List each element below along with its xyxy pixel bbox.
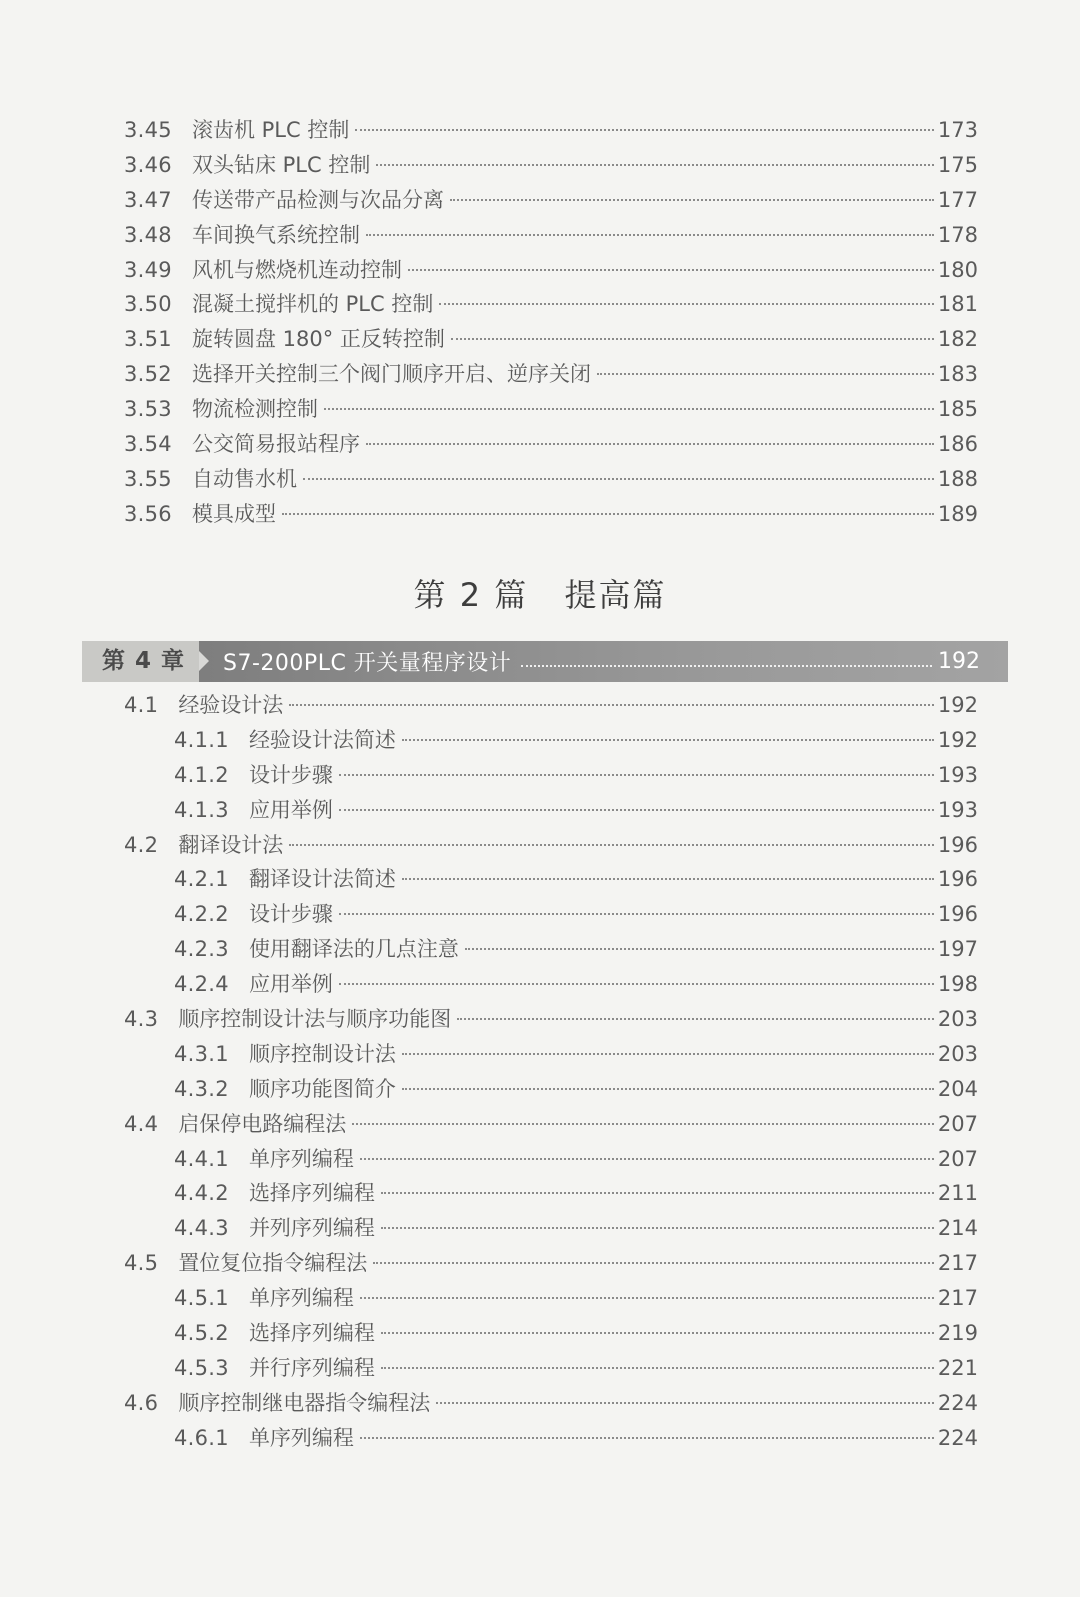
- toc-entry-page: 193: [937, 762, 978, 787]
- toc-entry-page: 197: [937, 937, 978, 962]
- toc-entry-number: 4.3.2: [174, 1076, 229, 1101]
- toc-leader-dots: [339, 809, 934, 811]
- toc-entry-page: 207: [937, 1111, 978, 1136]
- toc-entry-page: 224: [937, 1390, 978, 1415]
- toc-entry-number: 3.54: [124, 432, 172, 457]
- toc-leader-dots: [439, 303, 934, 305]
- toc-entry-title: 并行序列编程: [248, 1355, 375, 1380]
- toc-entry[interactable]: [124, 1037, 978, 1072]
- toc-entry-title: 旋转圆盘 180° 正反转控制: [191, 327, 445, 352]
- toc-entry[interactable]: [124, 497, 978, 532]
- toc-entry-number: 4.2.2: [174, 902, 229, 927]
- toc-entry-number: 3.49: [124, 257, 172, 282]
- toc-entry-title: 翻译设计法简述: [248, 867, 396, 892]
- toc-entry[interactable]: [124, 1072, 978, 1107]
- toc-entry-page: 196: [937, 832, 978, 857]
- toc-entry-page: 193: [937, 797, 978, 822]
- toc-entry-page: 219: [937, 1321, 978, 1346]
- toc-entry-title: 经验设计法简述: [248, 727, 396, 752]
- toc-entry-title: 滚齿机 PLC 控制: [191, 118, 350, 142]
- toc-entry-number: 4.4.2: [174, 1181, 229, 1206]
- chapter-header-bar[interactable]: [82, 641, 1008, 682]
- toc-entry-title: 选择开关控制三个阀门顺序开启、逆序关闭: [191, 362, 591, 387]
- toc-entry[interactable]: [124, 392, 978, 427]
- toc-leader-dots: [373, 1262, 934, 1264]
- toc-entry[interactable]: [124, 723, 978, 758]
- toc-entry-title: 使用翻译法的几点注意: [248, 937, 459, 962]
- toc-entry-number: 4.5.1: [174, 1286, 229, 1311]
- toc-entry-number: 4.5: [124, 1251, 159, 1276]
- toc-entry-number: 4.2: [124, 832, 159, 857]
- toc-entry[interactable]: [124, 183, 978, 218]
- toc-entry[interactable]: [124, 862, 978, 897]
- toc-entry[interactable]: [124, 1002, 978, 1037]
- part-title: 提高篇: [564, 576, 667, 614]
- toc-entry[interactable]: [124, 148, 978, 183]
- part1-toc-list: [124, 113, 978, 532]
- toc-leader-dots: [402, 1053, 934, 1055]
- toc-entry[interactable]: [124, 688, 978, 723]
- toc-entry[interactable]: [124, 758, 978, 793]
- toc-entry[interactable]: [124, 1246, 978, 1281]
- toc-entry-title: 单序列编程: [248, 1425, 354, 1450]
- toc-entry-title: 并列序列编程: [248, 1216, 375, 1241]
- toc-leader-dots: [339, 913, 934, 915]
- toc-leader-dots: [366, 443, 934, 445]
- chapter-title: S7-200PLC 开关量程序设计: [223, 651, 512, 676]
- toc-entry-page: 185: [937, 397, 978, 422]
- toc-entry-page: 177: [937, 187, 978, 212]
- toc-leader-dots: [402, 739, 934, 741]
- toc-entry-number: 3.55: [124, 466, 172, 491]
- toc-entry-number: 4.6.1: [174, 1425, 229, 1450]
- toc-entry-title: 自动售水机: [191, 466, 297, 491]
- toc-entry-title: 启保停电路编程法: [178, 1111, 347, 1136]
- toc-entry-title: 单序列编程: [248, 1286, 354, 1311]
- toc-leader-dots: [339, 983, 934, 985]
- toc-entry-number: 4.5.2: [174, 1321, 229, 1346]
- toc-entry[interactable]: [124, 932, 978, 967]
- toc-entry-number: 3.53: [124, 397, 172, 422]
- toc-entry-title: 选择序列编程: [248, 1321, 375, 1346]
- toc-leader-dots: [282, 513, 934, 515]
- toc-leader-dots: [381, 1192, 934, 1194]
- toc-entry-page: 224: [937, 1425, 978, 1450]
- toc-entry[interactable]: [124, 113, 978, 148]
- chapter-number-label: 第 4 章: [82, 641, 199, 682]
- toc-leader-dots: [402, 1088, 934, 1090]
- toc-entry-page: 186: [937, 432, 978, 457]
- toc-entry-title: 设计步骤: [248, 762, 333, 787]
- toc-entry[interactable]: [124, 1351, 978, 1386]
- chapter-leader-dots: [521, 665, 932, 667]
- toc-leader-dots: [451, 338, 934, 340]
- toc-entry[interactable]: [124, 1142, 978, 1177]
- toc-entry[interactable]: [124, 1316, 978, 1351]
- toc-entry-number: 3.47: [124, 187, 172, 212]
- toc-entry-title: 混凝土搅拌机的 PLC 控制: [191, 292, 434, 317]
- toc-entry-page: 182: [937, 327, 978, 352]
- toc-leader-dots: [289, 704, 934, 706]
- toc-entry[interactable]: [124, 357, 978, 392]
- toc-leader-dots: [289, 844, 934, 846]
- toc-entry-number: 4.1: [124, 693, 159, 717]
- toc-leader-dots: [465, 948, 934, 950]
- toc-entry-number: 4.3: [124, 1007, 159, 1032]
- toc-entry-page: 192: [937, 693, 978, 717]
- toc-entry-page: 192: [937, 727, 978, 752]
- toc-entry-page: 173: [937, 118, 978, 142]
- toc-entry-page: 181: [937, 292, 978, 317]
- toc-entry-title: 翻译设计法: [178, 832, 284, 857]
- toc-entry-title: 顺序功能图简介: [248, 1076, 396, 1101]
- toc-entry-page: 183: [937, 362, 978, 387]
- toc-leader-dots: [303, 478, 934, 480]
- toc-entry-page: 178: [937, 222, 978, 247]
- toc-entry-number: 4.1.2: [174, 762, 229, 787]
- toc-entry-title: 应用举例: [248, 797, 333, 822]
- toc-entry-page: 189: [937, 501, 978, 526]
- toc-entry[interactable]: [124, 322, 978, 357]
- toc-entry-number: 3.52: [124, 362, 172, 387]
- part-number: 第 2 篇: [413, 576, 529, 614]
- toc-entry-number: 4.5.3: [174, 1355, 229, 1380]
- toc-entry-page: 214: [937, 1216, 978, 1241]
- toc-entry[interactable]: [124, 1211, 978, 1246]
- toc-entry-number: 4.6: [124, 1390, 159, 1415]
- toc-leader-dots: [381, 1332, 934, 1334]
- toc-entry-page: 175: [937, 152, 978, 177]
- toc-entry-title: 顺序控制继电器指令编程法: [178, 1390, 431, 1415]
- toc-entry-title: 传送带产品检测与次品分离: [191, 187, 444, 212]
- toc-entry[interactable]: [124, 218, 978, 253]
- toc-entry-number: 4.4.1: [174, 1146, 229, 1171]
- toc-leader-dots: [436, 1402, 934, 1404]
- toc-leader-dots: [376, 164, 934, 166]
- toc-leader-dots: [324, 408, 934, 410]
- toc-entry[interactable]: [124, 828, 978, 863]
- toc-entry-number: 4.2.3: [174, 937, 229, 962]
- toc-entry-page: 204: [937, 1076, 978, 1101]
- toc-leader-dots: [457, 1018, 934, 1020]
- toc-entry[interactable]: [124, 253, 978, 288]
- toc-entry-page: 207: [937, 1146, 978, 1171]
- toc-leader-dots: [360, 1437, 934, 1439]
- toc-leader-dots: [360, 1158, 934, 1160]
- toc-entry-title: 置位复位指令编程法: [178, 1251, 368, 1276]
- toc-entry[interactable]: [124, 1386, 978, 1421]
- toc-entry-page: 196: [937, 902, 978, 927]
- toc-leader-dots: [360, 1297, 934, 1299]
- toc-entry[interactable]: [124, 427, 978, 462]
- part-heading: [0, 570, 1080, 616]
- toc-entry-number: 4.2.4: [174, 972, 229, 997]
- toc-entry-page: 217: [937, 1251, 978, 1276]
- toc-leader-dots: [339, 774, 934, 776]
- toc-entry[interactable]: [124, 1176, 978, 1211]
- toc-leader-dots: [381, 1367, 934, 1369]
- toc-entry-number: 3.50: [124, 292, 172, 317]
- toc-entry-number: 4.4: [124, 1111, 159, 1136]
- toc-entry-number: 4.1.3: [174, 797, 229, 822]
- toc-leader-dots: [366, 234, 934, 236]
- toc-entry[interactable]: [124, 897, 978, 932]
- toc-entry-title: 应用举例: [248, 972, 333, 997]
- toc-entry-number: 3.51: [124, 327, 172, 352]
- toc-entry-number: 4.4.3: [174, 1216, 229, 1241]
- toc-entry-number: 4.3.1: [174, 1041, 229, 1066]
- toc-leader-dots: [450, 199, 934, 201]
- toc-entry-number: 3.45: [124, 118, 172, 142]
- toc-entry-page: 180: [937, 257, 978, 282]
- toc-entry-title: 设计步骤: [248, 902, 333, 927]
- toc-entry-title: 顺序控制设计法与顺序功能图: [178, 1007, 452, 1032]
- toc-entry-page: 217: [937, 1286, 978, 1311]
- toc-leader-dots: [381, 1227, 934, 1229]
- toc-entry-title: 经验设计法: [178, 693, 284, 717]
- toc-entry[interactable]: [124, 1421, 978, 1456]
- toc-entry-title: 公交简易报站程序: [191, 432, 360, 457]
- toc-entry-title: 风机与燃烧机连动控制: [191, 257, 402, 282]
- toc-entry-page: 188: [937, 466, 978, 491]
- toc-entry-number: 4.2.1: [174, 867, 229, 892]
- toc-entry-page: 221: [937, 1355, 978, 1380]
- toc-leader-dots: [408, 269, 934, 271]
- chapter-page-number: 192: [938, 649, 980, 674]
- toc-entry-title: 物流检测控制: [191, 397, 318, 422]
- toc-entry-title: 双头钻床 PLC 控制: [191, 152, 371, 177]
- toc-entry-number: 3.46: [124, 152, 172, 177]
- toc-entry[interactable]: [124, 793, 978, 828]
- chapter4-toc-list: [124, 688, 978, 1456]
- toc-entry-title: 单序列编程: [248, 1146, 354, 1171]
- toc-leader-dots: [352, 1123, 934, 1125]
- toc-entry-page: 198: [937, 972, 978, 997]
- toc-entry[interactable]: [124, 1281, 978, 1316]
- toc-entry[interactable]: [124, 462, 978, 497]
- toc-entry-page: 203: [937, 1007, 978, 1032]
- toc-entry[interactable]: [124, 1107, 978, 1142]
- toc-entry[interactable]: [124, 967, 978, 1002]
- toc-leader-dots: [597, 373, 934, 375]
- toc-entry-title: 顺序控制设计法: [248, 1041, 396, 1066]
- toc-entry-page: 211: [937, 1181, 978, 1206]
- toc-entry-number: 3.48: [124, 222, 172, 247]
- toc-entry-title: 车间换气系统控制: [191, 222, 360, 247]
- toc-entry-title: 模具成型: [191, 501, 276, 526]
- toc-leader-dots: [355, 129, 934, 131]
- toc-entry-number: 4.1.1: [174, 727, 229, 752]
- toc-leader-dots: [402, 878, 934, 880]
- toc-entry-page: 196: [937, 867, 978, 892]
- toc-entry-number: 3.56: [124, 501, 172, 526]
- toc-entry-page: 203: [937, 1041, 978, 1066]
- toc-entry-title: 选择序列编程: [248, 1181, 375, 1206]
- toc-entry[interactable]: [124, 287, 978, 322]
